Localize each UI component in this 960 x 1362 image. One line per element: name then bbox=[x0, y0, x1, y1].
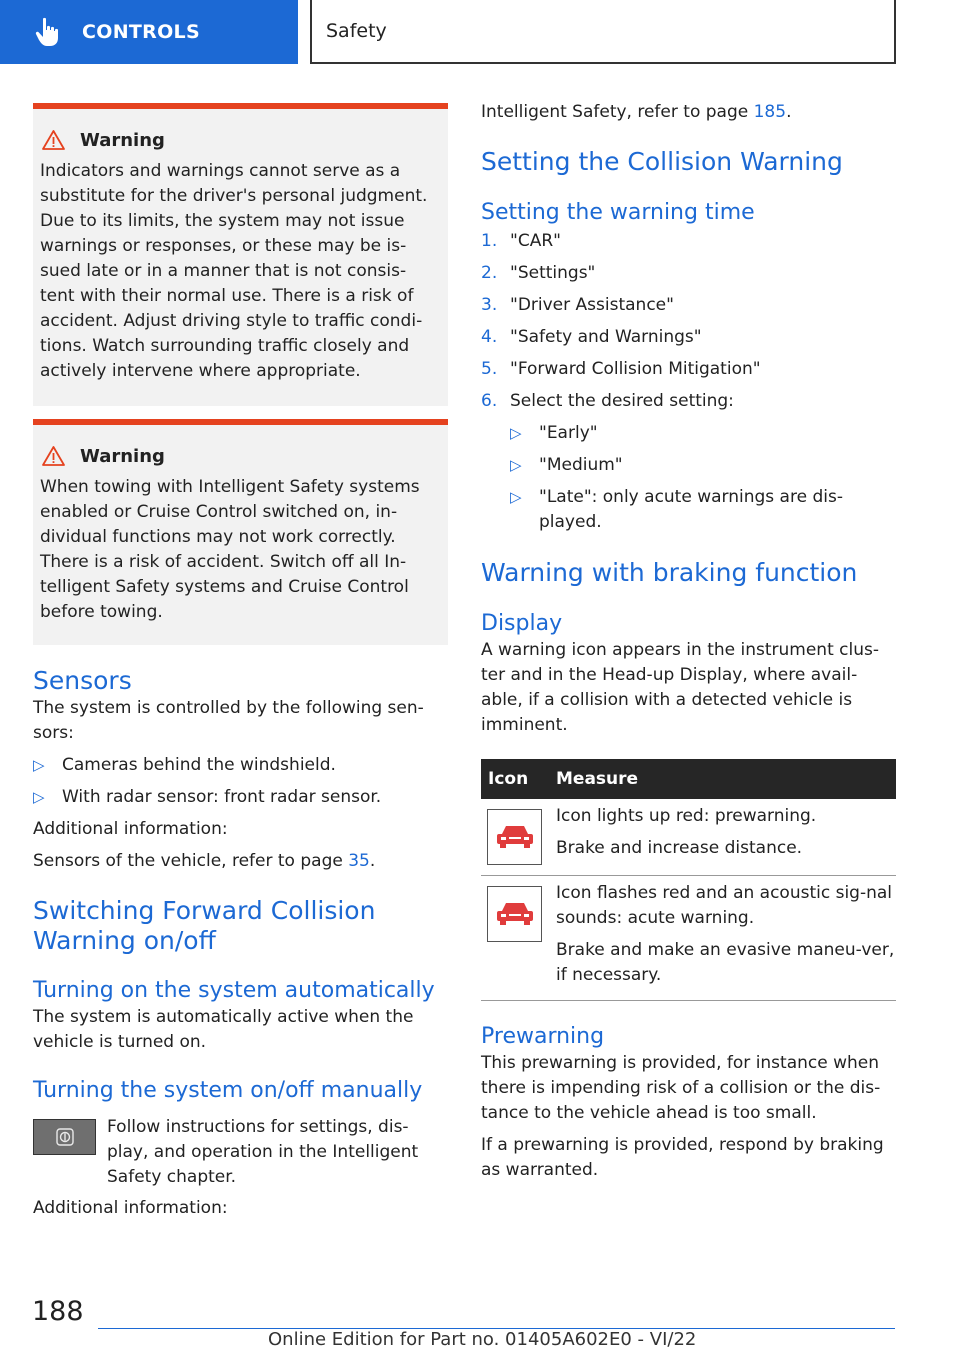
setting-heading: Setting the Collision Warning bbox=[481, 147, 843, 176]
list-item: ▷ "Early" bbox=[481, 421, 896, 446]
list-item: 3. "Driver Assistance" bbox=[481, 295, 674, 315]
list-item: 1. "CAR" bbox=[481, 231, 561, 251]
page-link[interactable]: 185 bbox=[753, 102, 787, 122]
edition-text: Online Edition for Part no. 01405A602E0 - VI/22 bbox=[268, 1329, 697, 1350]
intelligent-safety-reference: Intelligent Safety, refer to page 185. bbox=[481, 102, 792, 122]
manual-text: Follow instructions for settings, dis‐play, and operation in the Intelligent Safety chapter. bbox=[107, 1117, 419, 1187]
list-item: ▷ Cameras behind the windshield. bbox=[33, 753, 448, 778]
sensors-intro: The system is controlled by the following sen‐sors: bbox=[33, 698, 424, 743]
steps-list bbox=[481, 229, 896, 535]
auto-text: The system is automatically active when the vehicle is turned on. bbox=[33, 1007, 414, 1052]
intelligent-safety-button-icon bbox=[33, 1119, 96, 1155]
warning-box bbox=[33, 103, 448, 406]
warning-text: Indicators and warnings cannot serve as a substitute for the driver's personal judgment. Due to its limits, the system may not issue warnings or responses, or these may be is‐sued late or in a manner that is not consis‐tent with their normal use. There is a risk of accident. Adjust driving style to traffic condi‐tions. Watch surrounding traffic closely and actively intervene where appropriate. bbox=[40, 161, 428, 381]
additional-info-label: Additional information: bbox=[33, 1198, 228, 1218]
switching-heading: Switching Forward Collision Warning on/off bbox=[33, 896, 376, 955]
page-number: 188 bbox=[32, 1296, 84, 1327]
warning-time-heading: Setting the warning time bbox=[481, 200, 755, 225]
warning-title: Warning bbox=[80, 129, 165, 151]
hand-pointer-icon bbox=[34, 17, 62, 47]
measure-text: Icon flashes red and an acoustic sig‐nal sounds: acute warning. bbox=[556, 883, 893, 928]
warning-text: When towing with Intelligent Safety systems enabled or Cruise Control switched on, in‐dividual functions may not work correctly. There is a risk of accident. Switch off all In‐telligent Safety systems and Cruise Control before towing. bbox=[40, 477, 420, 622]
manual-heading: Turning the system on/off manually bbox=[33, 1078, 423, 1103]
car-collision-warning-icon bbox=[487, 886, 542, 942]
section-label: CONTROLS bbox=[82, 21, 200, 43]
prewarning-text: If a prewarning is provided, respond by braking as warranted. bbox=[481, 1135, 884, 1180]
table-header-measure: Measure bbox=[556, 759, 896, 799]
warning-box bbox=[33, 419, 448, 645]
braking-heading: Warning with braking function bbox=[481, 558, 858, 587]
table-row bbox=[481, 799, 896, 876]
prewarning-heading: Prewarning bbox=[481, 1024, 605, 1049]
list-item: ▷ With radar sensor: front radar sensor. bbox=[33, 785, 448, 810]
page-link[interactable]: 35 bbox=[348, 851, 370, 871]
list-item: 4. "Safety and Warnings" bbox=[481, 327, 702, 347]
warning-triangle-icon bbox=[41, 445, 66, 467]
warning-measure-table bbox=[481, 759, 896, 1001]
sensors-heading: Sensors bbox=[33, 666, 132, 695]
triangle-bullet-icon: ▷ bbox=[510, 424, 522, 442]
car-collision-warning-icon bbox=[487, 809, 542, 865]
prewarning-text: This prewarning is provided, for instance when there is impending risk of a collision or the dis‐tance to the vehicle ahead is too small. bbox=[481, 1053, 881, 1123]
list-item: 5. "Forward Collision Mitigation" bbox=[481, 359, 761, 379]
triangle-bullet-icon: ▷ bbox=[33, 756, 45, 774]
list-item: ▷ "Late": only acute warnings are dis‐played. bbox=[481, 485, 896, 535]
display-heading: Display bbox=[481, 611, 563, 636]
measure-text: Icon lights up red: prewarning. bbox=[556, 806, 817, 826]
chapter-title: Safety bbox=[326, 20, 387, 42]
auto-heading: Turning on the system automatically bbox=[33, 978, 435, 1003]
triangle-bullet-icon: ▷ bbox=[33, 788, 45, 806]
section-tab[interactable] bbox=[0, 0, 298, 64]
list-item: 6. Select the desired setting: bbox=[481, 391, 734, 411]
left-column bbox=[33, 103, 448, 1221]
warning-title: Warning bbox=[80, 445, 165, 467]
warning-triangle-icon bbox=[41, 129, 66, 151]
sensors-reference: Sensors of the vehicle, refer to page 35. bbox=[33, 851, 376, 871]
table-row bbox=[481, 876, 896, 1001]
chapter-header bbox=[310, 0, 896, 64]
list-item: 2. "Settings" bbox=[481, 263, 596, 283]
additional-info-label: Additional information: bbox=[33, 819, 228, 839]
triangle-bullet-icon: ▷ bbox=[510, 488, 522, 506]
manual-instruction bbox=[33, 1115, 448, 1190]
display-text: A warning icon appears in the instrument clus‐ter and in the Head-up Display, where avail‐able, if a collision with a detected vehicle is imminent. bbox=[481, 640, 879, 735]
right-column bbox=[481, 100, 896, 1183]
triangle-bullet-icon: ▷ bbox=[510, 456, 522, 474]
table-header-icon: Icon bbox=[481, 759, 556, 799]
list-item: ▷ "Medium" bbox=[481, 453, 896, 478]
measure-text: Brake and make an evasive maneu‐ver, if necessary. bbox=[556, 940, 895, 985]
measure-text: Brake and increase distance. bbox=[556, 838, 803, 858]
